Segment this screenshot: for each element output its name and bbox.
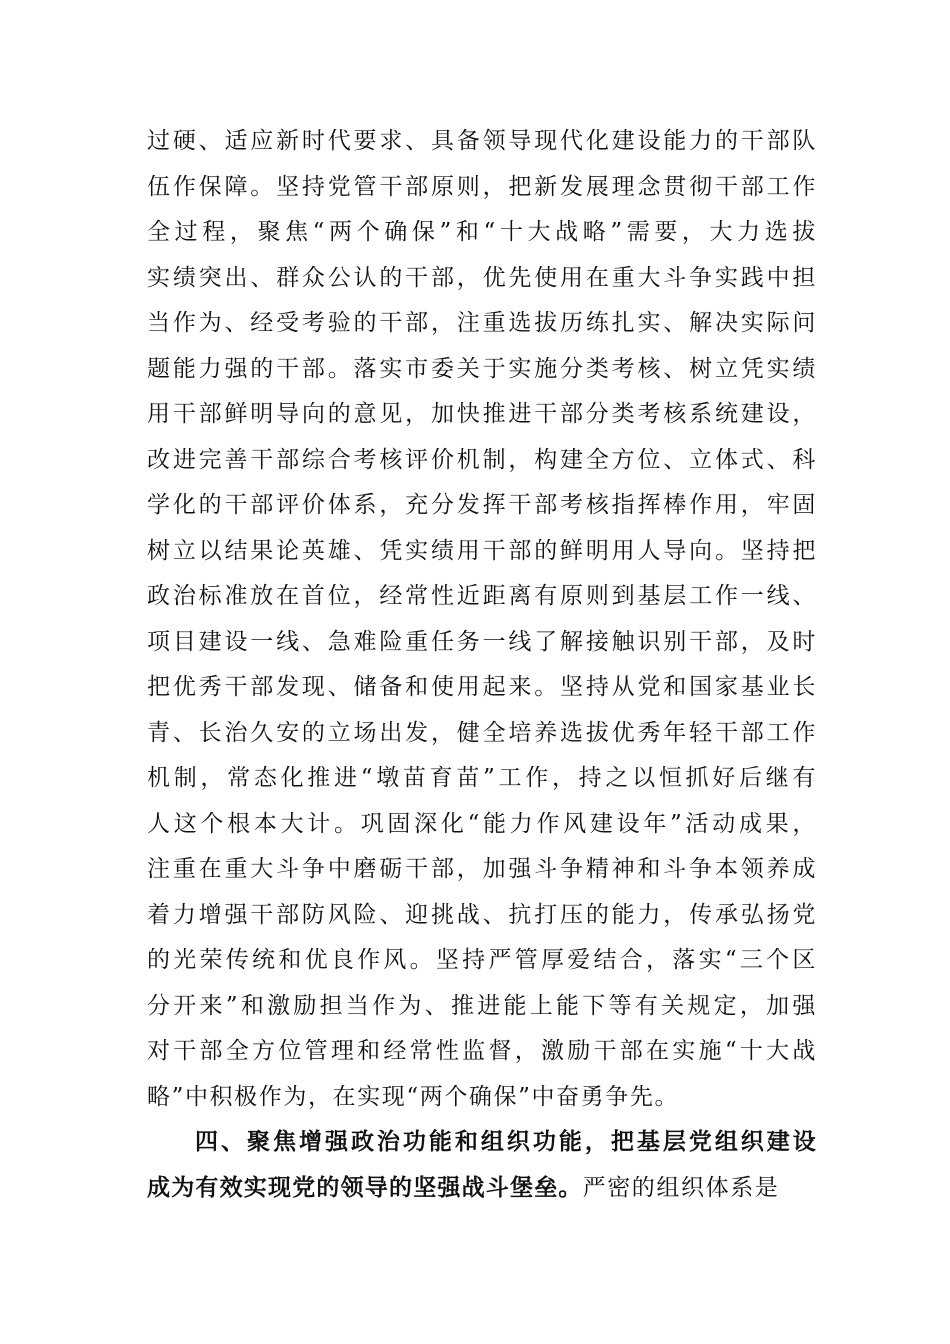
paragraph-line: 着力增强干部防风险、迎挑战、抗打压的能力，传承弘扬党 (147, 901, 817, 928)
paragraph-line: 全过程，聚焦“两个确保”和“十大战略”需要，大力选拔 (147, 219, 817, 245)
paragraph-line: 当作为、经受考验的干部，注重选拔历练扎实、解决实际问 (147, 310, 817, 336)
paragraph-line: 项目建设一线、急难险重任务一线了解接触识别干部，及时 (147, 628, 817, 655)
paragraph-line: 对干部全方位管理和经常性监督，激励干部在实施“十大战 (147, 1038, 817, 1064)
section-heading-continuation-line (147, 1166, 817, 1212)
paragraph-line: 的光荣传统和优良作风。坚持严管厚爱结合，落实“三个区 (147, 947, 817, 973)
paragraph-line: 青、长治久安的立场出发，健全培养选拔优秀年轻干部工作 (147, 719, 817, 746)
paragraph-line: 机制，常态化推进“墩苗育苗”工作，持之以恒抓好后继有 (147, 765, 817, 791)
section-heading-line: 四、聚焦增强政治功能和组织功能，把基层党组织建设 (195, 1129, 817, 1155)
paragraph-line: 用干部鲜明导向的意见，加快推进干部分类考核系统建设， (147, 401, 817, 427)
paragraph-grassroots-organization (147, 1120, 817, 1211)
paragraph-line: 人这个根本大计。巩固深化“能力作风建设年”活动成果， (147, 810, 817, 837)
paragraph-line: 略”中积极作为，在实现“两个确保”中奋勇争先。 (147, 1083, 680, 1110)
paragraph-line: 题能力强的干部。落实市委关于实施分类考核、树立凭实绩 (147, 355, 817, 382)
paragraph-line: 改进完善干部综合考核评价机制，构建全方位、立体式、科 (147, 446, 817, 473)
paragraph-line: 伍作保障。坚持党管干部原则，把新发展理念贯彻干部工作 (147, 173, 817, 200)
section-heading-tail: 成为有效实现党的领导的坚强战斗堡垒。 (147, 1174, 583, 1201)
paragraph-line: 树立以结果论英雄、凭实绩用干部的鲜明用人导向。坚持把 (147, 537, 817, 564)
paragraph-line: 把优秀干部发现、储备和使用起来。坚持从党和国家基业长 (147, 674, 817, 700)
paragraph-line: 过硬、适应新时代要求、具备领导现代化建设能力的干部队 (147, 128, 817, 154)
paragraph-cadre-work (147, 119, 817, 1120)
paragraph-line: 分开来”和激励担当作为、推进能上能下等有关规定，加强 (147, 992, 817, 1019)
document-body (147, 119, 817, 1211)
paragraph-line: 实绩突出、群众公认的干部，优先使用在重大斗争实践中担 (147, 264, 817, 291)
paragraph-line: 学化的干部评价体系，充分发挥干部考核指挥棒作用，牢固 (147, 492, 817, 518)
paragraph-line: 政治标准放在首位，经常性近距离有原则到基层工作一线、 (147, 583, 817, 609)
body-text-tail: 严密的组织体系是 (582, 1174, 780, 1201)
paragraph-line: 注重在重大斗争中磨砺干部，加强斗争精神和斗争本领养成 (147, 856, 817, 882)
